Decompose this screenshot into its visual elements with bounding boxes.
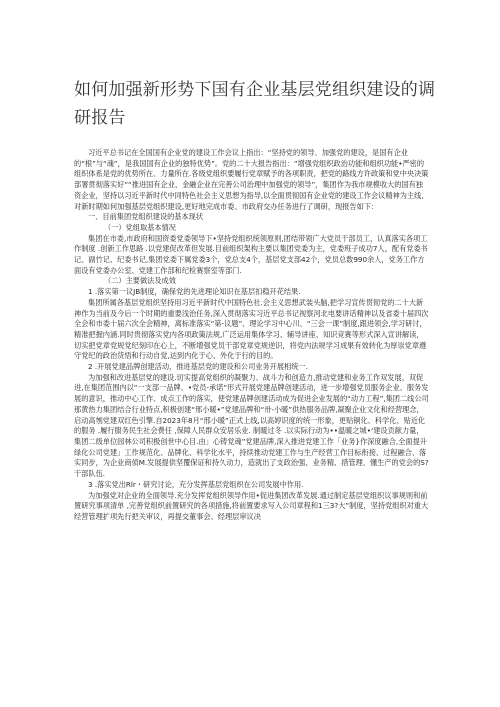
section-heading: 一、目前集团党组织建设的基本现状 <box>88 212 204 222</box>
page-title: 如何加强新形势下国有企业基层党组织建设的调研报告 <box>74 80 436 128</box>
body-paragraph: 为加强和改进基层党的建设.切实提高党组织的凝聚力、战斗力和创造力,推动党建和业务工作双发展、双促进,在集团范围内以“一支部一品牌、•党员-承诺”形式开展党建品牌创建活动，进一步增强党员服务企业、服务发展的意识，推动中心工作、成点工作的落实，使党建品牌创建活动成为促进企业发展的“动力工程”,集团二线公司那黄热力集团结合行业特点,积极创建“邢小暖•”党建品牌和“卅-小暖”供热服务品牌,凝聚企业文化和经营理念，启动高刎党建双红色引擎.自2023年8月“邢小暖”正式上线,以高婷识度的统一形象，更贴铜化、科学化、贴近化的服务 .履行服务民生社会费任 ,保障人民群众安居乐业. 制暖过冬 .以实际行动为••温暖之城•‘建设贡献力量，集团二级单位园林公司积极创世中心目.由」心铸党魂”党建品牌,深入推进党建工作「业务}作深度融合,全面提升绿化公司党建」工作规范化、品牌化、科学化水平，持续推动党建工作与生产经营工作目标衔接、过程融合、落实同步，为企业商侦M.发展提供坚覆保证和持久动力，造就出了支政治强、业务精、措管理、懂生产的党会的S?干部队伍. <box>74 372 429 479</box>
body-paragraph: 集团在市委,市政府和国资委党委领导下•坚持党组织统领原则,团结带领广大党员干部员工，认真落实各项工作制度 .创新工作思路 .以党建促改革但发展.目前组织架构主要以集团党委为主，党委班子成功7人，配有党委书记、副竹记、纪委书记,集团党委下属党委3个，党总支4个，基层党支部42个，党员总数990余人，党务工作方面设有党委办公室、党建工作部和纪检赛察室等部门. <box>74 233 428 275</box>
body-paragraph: 3 .落实党出Rlr・研究讨论，充分发挥基层党组织在公司发展中作用. <box>88 479 304 489</box>
section-heading: （一）党组取基本情况 <box>104 222 176 232</box>
section-heading: （二）主要做法及成效 <box>104 276 176 286</box>
body-paragraph: 1 .落实第一议JB制度，确保党的先进理论知识在基层扣稳开花结果. <box>88 287 301 297</box>
body-paragraph: 集团所属各基层党组织坚持用习近平新时代中国特色社.会主义思想武装头脑,把学习宣传贯彻党的二十大新神作为当前及今后一个时期的重要浅治任务,深入贯彻落实习近平总书记视察河北电要讲话精神以及省委十届四次全会和市委十届六次全会精神，离标准落实“第-议题”、理论学习中心川、“三会一课”制度,跟进领会,学习研讨，精准把握内涵.同时贵彻落实党内各项政策法规,广泛运用集体学习、辅导讲座、知识竞赛等形式深入宣讲解读，切实把党章党规党纪刻印在心上，不断增强党员干部党章党规逆识，将党内法规学习成果有效转化为厚崇党章遵守党纪的政治货悟和行动自觉,达到内化于心、外化于行的目的。 <box>74 297 429 361</box>
body-paragraph: 2 .开展党建品牌创建活动，推进基层党的建设和公司业务开展相统一. <box>88 362 308 372</box>
body-paragraph: 习近平总书记在全国国有企业党的建设工作会议上指出：“坚持党的领导、加强党的建设，是国有企业的“根”与“魂”，是我国国有企业的独特优势”。党的二十大报告指出：“增强党组织政治功能和组织功能•严密的组织体系是党的优势所在、力量所在.各级党组织要履行党章赋予的各项职责，把党的路线方许政策和党中央决策部署贯彻落实好”“推进国有企业、金融企业在完善公司治理中加强党的领导”，集团作为我市规模收大的国有独资企业，坚持以习近平新时代中同特色社会主义思想为指导,以全面贯彻国有企业党的建设工作会议精神为主线,对新时期如何加强基层党组织建设,更好地完成市委、市政府交办任务进行了调研，现报告如下： <box>74 148 429 211</box>
document-body <box>74 148 430 523</box>
body-paragraph: 为加强党对企业的全面领导.充分发挥党组织领导作用•促进集团改革发展.通过制定基层党组织议事规则和前置研究事项清单 ,完善党组织前置研究的各项措施,将前置要求写入公司章程和1三3?大”制度，坚持党组织对重大经营管理扩项先行把关审议，再提交董事会、经理层审议决 <box>74 490 429 521</box>
